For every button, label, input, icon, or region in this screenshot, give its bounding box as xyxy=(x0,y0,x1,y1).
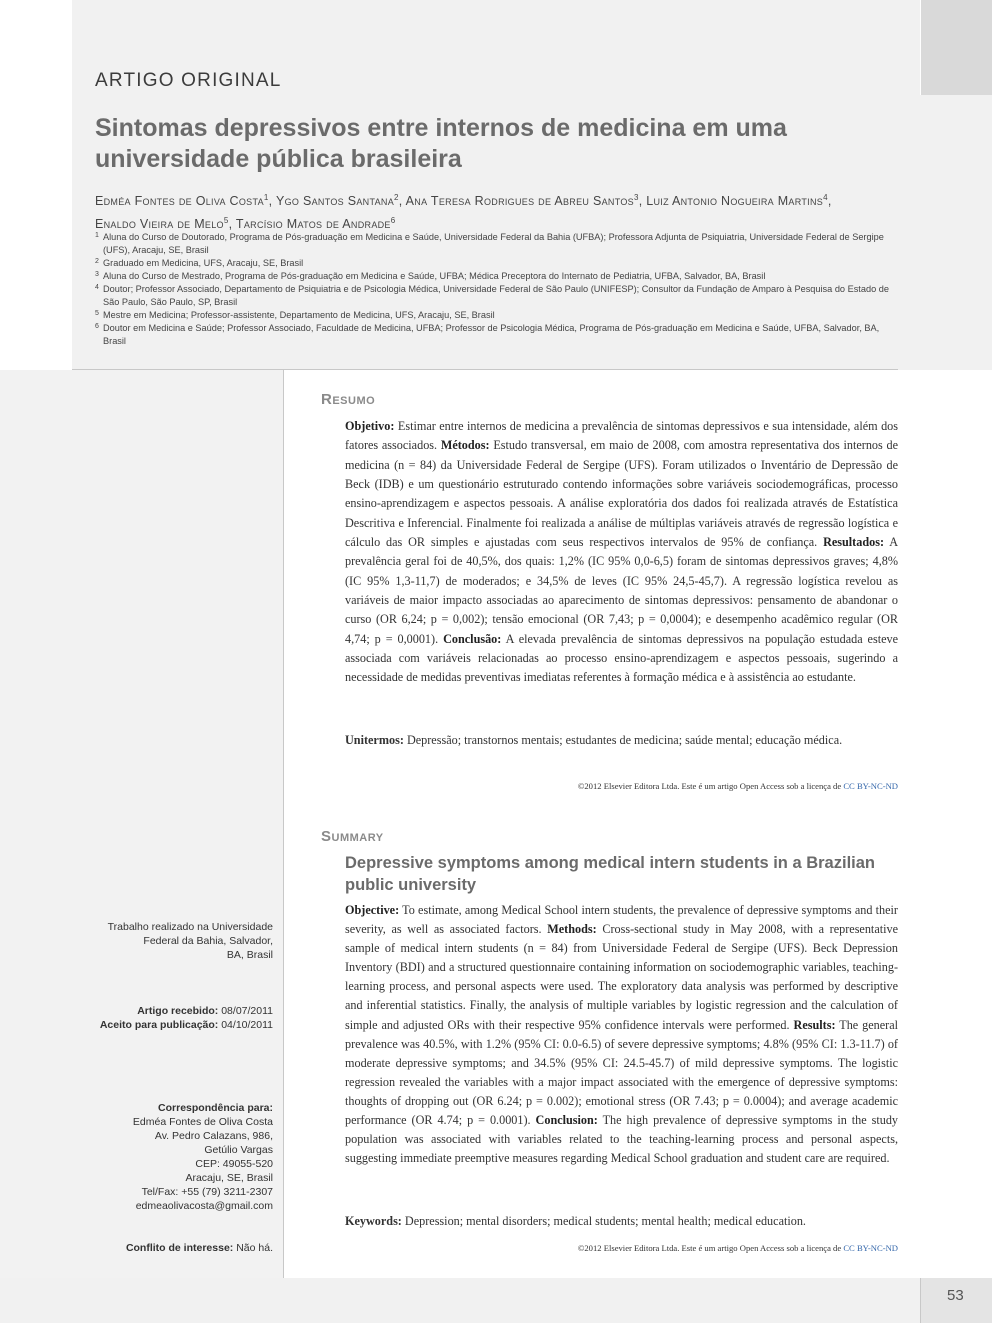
resumo-heading: Resumo xyxy=(321,391,376,408)
sidebar-divider xyxy=(283,370,284,1278)
author-affil-ref: 1 xyxy=(263,193,269,202)
resumo-objective-label: Objetivo: xyxy=(345,419,395,433)
resumo-objective: Estimar entre internos de medicina a prevalência de sintomas depressivos e sua intensidade, além dos fatores associados. xyxy=(345,419,898,453)
accepted-label: Aceito para publicação: xyxy=(99,1019,219,1031)
affiliation-number: 2 xyxy=(95,258,99,265)
affiliation-number: 4 xyxy=(95,284,99,291)
summary-keywords-label: Keywords: xyxy=(345,1214,402,1228)
affiliation-item xyxy=(95,283,903,309)
summary-body xyxy=(345,901,898,1168)
copyright-text: ©2012 Elsevier Editora Ltda. xyxy=(577,1243,680,1253)
author-name: Edméa Fontes de Oliva Costa xyxy=(95,194,264,209)
author-separator: , xyxy=(398,194,406,209)
correspondence-line: CEP: 49055-520 xyxy=(195,1158,273,1170)
affiliation-text: Doutor; Professor Associado, Departamento de Psiquiatria e de Psicologia Médica, Universidade Federal de São Paulo (UNIFESP); Consultor da Fundação de Amparo à Pesquisa do Estado de São Paulo, São Paulo, SP, Brasil xyxy=(103,284,889,307)
author-separator: , xyxy=(638,194,647,209)
correspondence-email[interactable]: edmeaolivacosta@gmail.com xyxy=(135,1200,273,1212)
resumo-keywords-label: Unitermos: xyxy=(345,733,404,747)
affiliation-list xyxy=(95,231,903,348)
author-affil-ref: 4 xyxy=(823,193,828,202)
license-link[interactable]: CC BY-NC-ND xyxy=(843,781,898,791)
summary-results: The general prevalence was 40.5%, with 1.2% (95% CI: 0.0-6.5) of severe depressive symptoms; 4.8% (95% CI: 1.3-11.7) of moderate depressive symptoms; and 34.5% (95% CI: 24.5-45.7) of mild depressive symptoms. The logistic regression revealed the variables with a major impact associated with the emergence of depressive symptoms: thoughts of dropping out (OR 6.24; p = 0.002); emotional stress (OR 7.43; p = 0.0004); and average academic performance (OR 4.74; p = 0.0001). xyxy=(345,1017,899,1128)
author-name: Tarcísio Matos de Andrade xyxy=(235,217,391,232)
copyright-text: ©2012 Elsevier Editora Ltda. xyxy=(577,781,680,791)
resumo-results: A prevalência geral foi de 40,5%, dos quais: 1,2% (IC 95% 0,0-6,5) foram de sintomas depressivos graves; 4,8% (IC 95% 1,3-11,7) de moderados; e 34,5% de leves (IC 95% 24,5-45,7). A regressão logística revelou as variáveis de maior impacto associadas ao aparecimento de sintomas depressivos: pensamento de abandonar o curso (OR 6,24; p = 0,002); tensão emocional (OR 7,43; p = 0,0004); e desempenho acadêmico regular (OR 4,74; p = 0,0001). xyxy=(345,534,898,646)
correspondence-line: Edméa Fontes de Oliva Costa xyxy=(132,1116,273,1128)
summary-title: Depressive symptoms among medical intern students in a Brazilian public university xyxy=(345,854,875,894)
accepted-date: 04/10/2011 xyxy=(221,1019,273,1031)
author-name: Enaldo Vieira de Melo xyxy=(95,217,224,232)
affiliation-text: Graduado em Medicina, UFS, Aracaju, SE, Brasil xyxy=(103,258,304,268)
work-location-line: Trabalho realizado na Universidade xyxy=(107,921,273,933)
conflict-value: Não há. xyxy=(236,1242,273,1254)
summary-objective-label: Objective: xyxy=(345,903,400,917)
resumo-methods-label: Métodos: xyxy=(440,438,490,453)
license-text: Este é um artigo Open Access sob a licença de xyxy=(681,781,842,791)
affiliation-item xyxy=(95,322,903,348)
resumo-keywords xyxy=(345,730,898,751)
affiliation-item xyxy=(95,231,903,257)
author-separator: , xyxy=(268,194,276,209)
correspondence-line: Aracaju, SE, Brasil xyxy=(185,1172,273,1184)
affiliation-number: 1 xyxy=(95,232,99,239)
work-location-line: BA, Brasil xyxy=(226,949,273,961)
work-location-line: Federal da Bahia, Salvador, xyxy=(143,935,273,947)
conflict-label: Conflito de interesse: xyxy=(125,1242,234,1254)
received-row xyxy=(100,1004,273,1018)
received-date: 08/07/2011 xyxy=(221,1005,273,1017)
author-name: Ygo Santos Santana xyxy=(275,194,395,209)
resumo-results-label: Resultados: xyxy=(823,534,885,549)
summary-conclusion-label: Conclusion: xyxy=(535,1113,598,1128)
author-affil-ref: 3 xyxy=(633,193,639,202)
affiliation-number: 5 xyxy=(95,310,99,317)
summary-methods: Cross-sectional study in May 2008, with a representative sample of medical intern students (n = 84) from Universidade Federal de Sergipe (UFS). Beck Depression Inventory (BDI) and a structured questionnaire containing information on sociodemographic variables, teaching-learning process, and personal aspects were used. The exploratory data analysis was performed by descriptive and inferential statistics. Finally, the analysis of multiple variables by logistic regression and the calculation of simple and adjusted ORs with their respective 95% confidence intervals were performed. xyxy=(345,922,899,1032)
license-text: Este é um artigo Open Access sob a licença de xyxy=(681,1243,842,1253)
author-affil-ref: 6 xyxy=(390,216,396,226)
work-location xyxy=(108,920,273,962)
correspondence-line: Tel/Fax: +55 (79) 3211-2307 xyxy=(141,1186,273,1198)
conflict-of-interest xyxy=(126,1241,273,1255)
summary-conclusion: The high prevalence of depressive symptoms in the study population was associated with variables related to the teaching-learning process and personal aspects, suggesting immediate preemptive measures regarding Medical School graduation and student care are required. xyxy=(345,1113,899,1166)
affiliation-item xyxy=(95,257,903,270)
article-dates xyxy=(100,1004,273,1032)
section-label: ARTIGO ORIGINAL xyxy=(95,70,282,91)
author-list xyxy=(95,188,905,234)
affiliation-number: 3 xyxy=(95,271,99,278)
summary-results-label: Results: xyxy=(793,1017,836,1032)
correspondence-line: Av. Pedro Calazans, 986, xyxy=(154,1130,273,1142)
license-link[interactable]: CC BY-NC-ND xyxy=(843,1243,898,1253)
affiliation-text: Doutor em Medicina e Saúde; Professor Associado, Faculdade de Medicina, UFBA; Professor de Psicologia Médica, Programa de Pós-graduação em Medicina e Saúde, UFBA, Salvador, BA, Brasil xyxy=(103,323,880,346)
accepted-row xyxy=(100,1018,273,1032)
correspondence-label: Correspondência para: xyxy=(158,1102,273,1114)
page-number: 53 xyxy=(947,1287,964,1304)
article-title: Sintomas depressivos entre internos de medicina em uma universidade pública brasileira xyxy=(95,114,787,173)
author-affil-ref: 5 xyxy=(223,216,229,226)
resumo-keywords-text: Depressão; transtornos mentais; estudantes de medicina; saúde mental; educação médica. xyxy=(406,733,843,747)
footer-band xyxy=(0,1278,920,1323)
author-separator: , xyxy=(228,217,236,232)
summary-keywords xyxy=(345,1212,898,1231)
resumo-conclusion-label: Conclusão: xyxy=(443,631,502,646)
correspondence-line: Getúlio Vargas xyxy=(204,1144,273,1156)
header-corner-block xyxy=(921,0,992,95)
author-separator: , xyxy=(827,194,832,209)
affiliation-item xyxy=(95,309,903,322)
resumo-copyright xyxy=(578,781,898,791)
resumo-methods: Estudo transversal, em maio de 2008, com amostra representativa dos internos de medicina (n = 84) da Universidade Federal de Sergipe (UFS). Foram utilizados o Inventário de Depressão de Beck (IDB) e um questionário estruturado contendo informações sobre variáveis sociodemográficas, processo ensino-aprendizagem e aspectos pessoais. A análise exploratória dos dados foi realizada através de Estatística Descritiva e Inferencial. Finalmente foi realizada a análise de múltiplas variáveis através de regressão logística e cálculo das OR simples e ajustadas com seus respectivos intervalos de 95% de confiança. xyxy=(345,438,898,549)
author-affil-ref: 2 xyxy=(394,193,399,202)
affiliation-text: Mestre em Medicina; Professor-assistente, Departamento de Medicina, UFS, Aracaju, SE, Brasil xyxy=(103,310,495,320)
resumo-body xyxy=(345,417,898,688)
affiliation-item xyxy=(95,270,903,283)
footer-divider xyxy=(920,1278,921,1323)
summary-keywords-text: Depression; mental disorders; medical students; mental health; medical education. xyxy=(404,1214,806,1228)
affiliation-text: Aluna do Curso de Doutorado, Programa de Pós-graduação em Medicina e Saúde, Universidade Federal da Bahia (UFBA); Professora Adjunta de Psiquiatria, Universidade Federal de Sergipe (UFS), Aracaju, SE, Brasil xyxy=(103,232,884,255)
affiliation-text: Aluna do Curso de Mestrado, Programa de Pós-graduação em Medicina e Saúde, UFBA; Médica Preceptora do Internato de Pediatria, UFBA, Salvador, BA, Brasil xyxy=(103,271,766,281)
summary-objective: To estimate, among Medical School intern students, the prevalence of depressive symptoms and their severity, as well as associated factors. xyxy=(345,903,898,937)
received-label: Artigo recebido: xyxy=(137,1005,219,1017)
summary-heading: Summary xyxy=(321,828,384,845)
author-name: Ana Teresa Rodrigues de Abreu Santos xyxy=(405,194,634,209)
author-name: Luiz Antonio Nogueira Martins xyxy=(646,194,824,209)
resumo-conclusion: A elevada prevalência de sintomas depressivos na população estudada esteve associada com variáveis relacionadas ao processo ensino-aprendizagem e aspectos pessoais, sugerindo a necessidade de medidas preventivas imediatas referentes à formação médica e à assistência ao estudante. xyxy=(345,631,899,685)
summary-copyright xyxy=(578,1243,898,1253)
affiliation-number: 6 xyxy=(95,323,99,330)
summary-methods-label: Methods: xyxy=(547,922,597,937)
correspondence xyxy=(133,1101,273,1213)
